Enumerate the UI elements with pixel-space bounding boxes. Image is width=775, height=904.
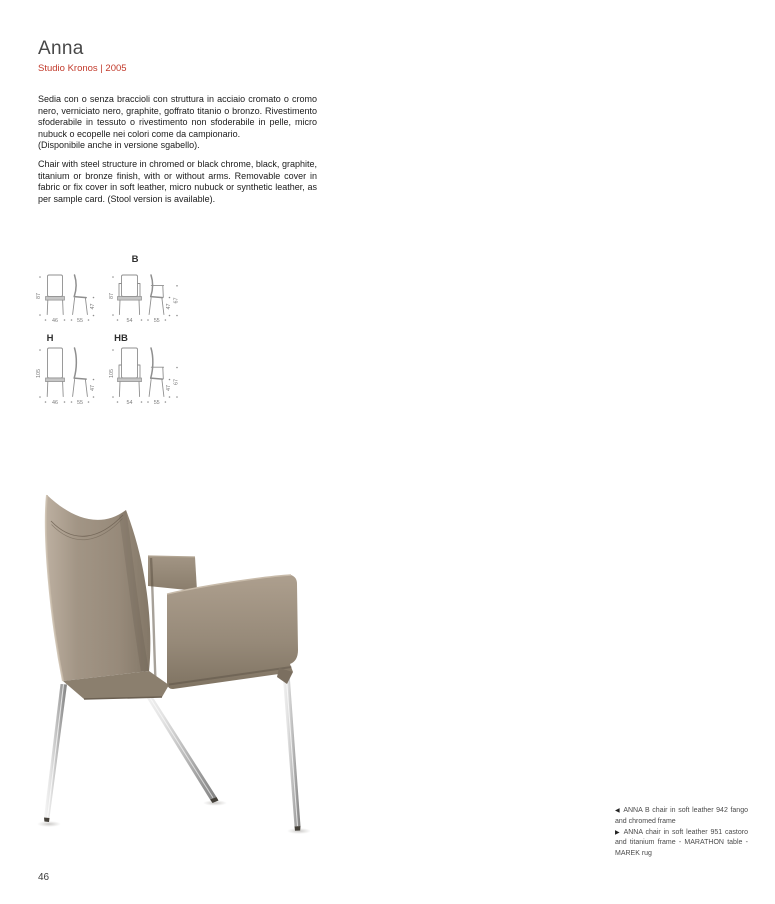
width-dim: 54 <box>126 399 133 406</box>
diagram-label-h: H <box>46 333 54 344</box>
chair-photo <box>36 485 336 845</box>
dimension-diagram-hb <box>106 344 184 408</box>
arm-height-dim: 67 <box>173 379 180 385</box>
side-view <box>73 348 88 397</box>
seat-height-dim: 47 <box>166 385 172 391</box>
chair-backrest <box>46 495 150 681</box>
caption-right <box>615 828 748 860</box>
width-dim: 54 <box>126 317 133 324</box>
depth-dim: 55 <box>77 399 83 406</box>
dimension-diagram-standard <box>33 268 97 324</box>
designer-year: Studio Kronos | 2005 <box>38 63 127 74</box>
description-italian-note: (Disponibile anche in versione sgabello). <box>38 140 200 151</box>
front-view <box>46 348 65 397</box>
height-dim: 105 <box>109 369 115 378</box>
dimension-diagram-b <box>106 268 184 324</box>
seat-height-dim: 47 <box>166 303 172 310</box>
right-arrow-icon: ▶ <box>615 829 621 836</box>
diagram-label-b: B <box>131 254 139 265</box>
diagram-label-hb: HB <box>114 333 128 344</box>
depth-dim: 55 <box>77 317 83 324</box>
description-english: Chair with steel structure in chromed or black chrome, black, graphite, titanium or bronze finish, with or without arms. Removable cover in fabric or fix cover in soft leather, micro nubuck or synthetic leather, as per sample card. (Stool version is available). <box>38 159 317 204</box>
page-title: Anna <box>38 38 84 59</box>
seat-height-dim: 47 <box>90 385 96 391</box>
side-view <box>149 348 164 397</box>
page-number: 46 <box>38 872 50 883</box>
caption-left-text: ANNA B chair in soft leather 942 fango and chromed frame <box>615 807 748 825</box>
caption-right-text: ANNA chair in soft leather 951 castoro and titanium frame - MARATHON table - MAREK rug <box>615 828 748 858</box>
width-dim: 46 <box>52 317 58 324</box>
dimension-diagram-h <box>33 344 97 408</box>
side-view <box>149 275 164 315</box>
chair-armrest <box>167 575 298 689</box>
header <box>38 38 127 74</box>
chair-far-armrest <box>148 556 197 591</box>
height-dim: 105 <box>36 369 42 378</box>
height-dim: 87 <box>36 293 42 299</box>
description-italian <box>38 94 317 152</box>
arm-height-dim: 67 <box>173 297 180 304</box>
side-view <box>73 275 88 315</box>
seat-height-dim: 47 <box>90 303 96 310</box>
front-view <box>46 275 65 315</box>
left-arrow-icon: ◀ <box>615 808 621 814</box>
front-view <box>118 275 142 315</box>
front-view <box>118 348 142 397</box>
caption-left <box>615 806 748 828</box>
depth-dim: 55 <box>153 399 160 406</box>
depth-dim: 55 <box>153 317 160 324</box>
width-dim: 46 <box>52 399 58 406</box>
height-dim: 87 <box>109 293 115 299</box>
description-italian-body: Sedia con o senza braccioli con struttura in acciaio cromato o cromo nero, verniciato nero, graphite, goffrato titanio o bronzo. Rivestimento sfoderabile in tessuto o rivestimento non sfoderabile in pelle, micro nubuck o ecopelle nei colori come da campionario. <box>38 94 317 139</box>
photo-captions <box>615 806 748 860</box>
